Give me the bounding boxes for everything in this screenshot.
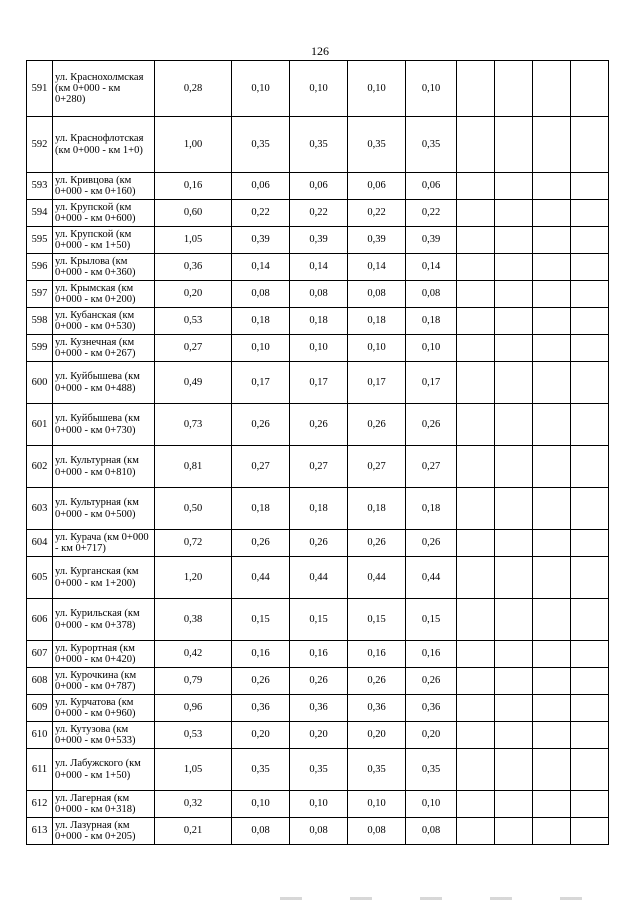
empty-cell [571,668,609,695]
value-cell-4: 0,39 [348,227,406,254]
empty-cell [495,641,533,668]
table-row [27,362,609,404]
value-cell-2: 0,17 [232,362,290,404]
empty-cell [457,362,495,404]
value-cell-2: 0,08 [232,818,290,845]
empty-cell [533,668,571,695]
empty-cell [571,404,609,446]
table-row [27,818,609,845]
empty-cell [457,557,495,599]
value-cell-2: 0,26 [232,530,290,557]
value-cell-3: 0,10 [290,335,348,362]
empty-cell [571,281,609,308]
value-cell-5: 0,06 [406,173,457,200]
road-name: ул. Культурная (км 0+000 - км 0+500) [53,488,155,530]
value-cell-1: 0,50 [155,488,232,530]
empty-cell [495,695,533,722]
value-cell-2: 0,16 [232,641,290,668]
value-cell-3: 0,17 [290,362,348,404]
value-cell-4: 0,08 [348,818,406,845]
empty-cell [571,335,609,362]
road-name: ул. Курильская (км 0+000 - км 0+378) [53,599,155,641]
value-cell-5: 0,44 [406,557,457,599]
value-cell-5: 0,08 [406,281,457,308]
road-name: ул. Куйбышева (км 0+000 - км 0+730) [53,404,155,446]
empty-cell [495,722,533,749]
value-cell-5: 0,39 [406,227,457,254]
empty-cell [571,749,609,791]
value-cell-2: 0,22 [232,200,290,227]
empty-cell [571,173,609,200]
value-cell-1: 0,16 [155,173,232,200]
empty-cell [533,599,571,641]
empty-cell [495,488,533,530]
empty-cell [457,530,495,557]
empty-cell [495,173,533,200]
value-cell-4: 0,27 [348,446,406,488]
value-cell-3: 0,15 [290,599,348,641]
value-cell-3: 0,20 [290,722,348,749]
empty-cell [495,308,533,335]
table-row [27,530,609,557]
empty-cell [571,254,609,281]
page-number: 126 [311,44,329,58]
empty-cell [495,668,533,695]
value-cell-1: 0,81 [155,446,232,488]
value-cell-5: 0,35 [406,117,457,173]
value-cell-3: 0,39 [290,227,348,254]
value-cell-1: 1,05 [155,227,232,254]
empty-cell [571,308,609,335]
row-number: 596 [27,254,53,281]
table-row [27,488,609,530]
value-cell-4: 0,26 [348,530,406,557]
road-name: ул. Курортная (км 0+000 - км 0+420) [53,641,155,668]
value-cell-2: 0,10 [232,335,290,362]
empty-cell [495,362,533,404]
empty-cell [533,722,571,749]
value-cell-4: 0,20 [348,722,406,749]
value-cell-3: 0,18 [290,308,348,335]
empty-cell [533,695,571,722]
value-cell-2: 0,35 [232,117,290,173]
road-name: ул. Крупской (км 0+000 - км 0+600) [53,200,155,227]
value-cell-4: 0,10 [348,335,406,362]
empty-cell [533,488,571,530]
value-cell-1: 0,49 [155,362,232,404]
empty-cell [533,404,571,446]
value-cell-3: 0,36 [290,695,348,722]
table-row [27,254,609,281]
empty-cell [457,641,495,668]
value-cell-5: 0,35 [406,749,457,791]
empty-cell [495,530,533,557]
table-row [27,749,609,791]
row-number: 603 [27,488,53,530]
empty-cell [457,722,495,749]
empty-cell [533,749,571,791]
value-cell-3: 0,44 [290,557,348,599]
value-cell-2: 0,10 [232,61,290,117]
value-cell-5: 0,20 [406,722,457,749]
row-number: 606 [27,599,53,641]
road-name: ул. Кубанская (км 0+000 - км 0+530) [53,308,155,335]
value-cell-1: 0,73 [155,404,232,446]
table-row [27,668,609,695]
empty-cell [495,599,533,641]
table-row [27,117,609,173]
value-cell-2: 0,35 [232,749,290,791]
empty-cell [457,281,495,308]
value-cell-2: 0,39 [232,227,290,254]
table-row [27,61,609,117]
value-cell-3: 0,26 [290,530,348,557]
value-cell-5: 0,27 [406,446,457,488]
value-cell-1: 0,72 [155,530,232,557]
value-cell-4: 0,06 [348,173,406,200]
value-cell-2: 0,18 [232,488,290,530]
empty-cell [495,281,533,308]
road-name: ул. Лабужского (км 0+000 - км 1+50) [53,749,155,791]
road-name: ул. Кутузова (км 0+000 - км 0+533) [53,722,155,749]
value-cell-5: 0,18 [406,308,457,335]
value-cell-3: 0,18 [290,488,348,530]
value-cell-1: 0,42 [155,641,232,668]
roads-table [26,60,609,845]
value-cell-5: 0,26 [406,530,457,557]
value-cell-1: 0,96 [155,695,232,722]
row-number: 593 [27,173,53,200]
value-cell-2: 0,15 [232,599,290,641]
empty-cell [533,227,571,254]
table-row [27,227,609,254]
empty-cell [533,530,571,557]
empty-cell [533,791,571,818]
row-number: 591 [27,61,53,117]
value-cell-4: 0,26 [348,668,406,695]
value-cell-2: 0,08 [232,281,290,308]
table-row [27,695,609,722]
row-number: 611 [27,749,53,791]
empty-cell [571,557,609,599]
row-number: 597 [27,281,53,308]
road-name: ул. Культурная (км 0+000 - км 0+810) [53,446,155,488]
table-row [27,599,609,641]
empty-cell [495,446,533,488]
value-cell-1: 0,21 [155,818,232,845]
value-cell-5: 0,15 [406,599,457,641]
row-number: 592 [27,117,53,173]
road-name: ул. Крылова (км 0+000 - км 0+360) [53,254,155,281]
value-cell-5: 0,16 [406,641,457,668]
road-name: ул. Кузнечная (км 0+000 - км 0+267) [53,335,155,362]
value-cell-1: 0,32 [155,791,232,818]
value-cell-4: 0,17 [348,362,406,404]
value-cell-1: 0,79 [155,668,232,695]
value-cell-4: 0,16 [348,641,406,668]
value-cell-1: 0,38 [155,599,232,641]
table-row [27,446,609,488]
row-number: 601 [27,404,53,446]
row-number: 600 [27,362,53,404]
empty-cell [457,335,495,362]
table-row [27,173,609,200]
empty-cell [457,668,495,695]
value-cell-4: 0,36 [348,695,406,722]
empty-cell [457,308,495,335]
empty-cell [533,641,571,668]
value-cell-1: 0,60 [155,200,232,227]
empty-cell [457,61,495,117]
empty-cell [571,117,609,173]
value-cell-2: 0,14 [232,254,290,281]
empty-cell [495,749,533,791]
empty-cell [571,530,609,557]
empty-cell [495,818,533,845]
empty-cell [495,404,533,446]
table-row [27,335,609,362]
value-cell-4: 0,35 [348,749,406,791]
empty-cell [495,200,533,227]
value-cell-3: 0,27 [290,446,348,488]
value-cell-4: 0,10 [348,791,406,818]
value-cell-5: 0,08 [406,818,457,845]
road-name: ул. Краснохолмская (км 0+000 - км 0+280) [53,61,155,117]
empty-cell [533,446,571,488]
empty-cell [495,117,533,173]
value-cell-2: 0,36 [232,695,290,722]
value-cell-1: 0,53 [155,308,232,335]
row-number: 595 [27,227,53,254]
value-cell-4: 0,22 [348,200,406,227]
row-number: 607 [27,641,53,668]
empty-cell [533,557,571,599]
empty-cell [571,791,609,818]
road-name: ул. Курача (км 0+000 - км 0+717) [53,530,155,557]
empty-cell [571,227,609,254]
table-row [27,791,609,818]
value-cell-3: 0,22 [290,200,348,227]
value-cell-3: 0,08 [290,818,348,845]
empty-cell [457,200,495,227]
empty-cell [533,200,571,227]
empty-cell [457,488,495,530]
empty-cell [571,446,609,488]
value-cell-3: 0,08 [290,281,348,308]
empty-cell [533,254,571,281]
empty-cell [533,281,571,308]
value-cell-2: 0,06 [232,173,290,200]
road-name: ул. Лазурная (км 0+000 - км 0+205) [53,818,155,845]
empty-cell [571,61,609,117]
row-number: 613 [27,818,53,845]
table-row [27,722,609,749]
row-number: 594 [27,200,53,227]
road-name: ул. Лагерная (км 0+000 - км 0+318) [53,791,155,818]
value-cell-3: 0,16 [290,641,348,668]
road-name: ул. Куйбышева (км 0+000 - км 0+488) [53,362,155,404]
value-cell-1: 0,27 [155,335,232,362]
value-cell-3: 0,10 [290,61,348,117]
empty-cell [457,254,495,281]
road-name: ул. Курчатова (км 0+000 - км 0+960) [53,695,155,722]
value-cell-2: 0,18 [232,308,290,335]
empty-cell [571,818,609,845]
empty-cell [571,488,609,530]
value-cell-1: 1,20 [155,557,232,599]
row-number: 605 [27,557,53,599]
value-cell-4: 0,44 [348,557,406,599]
table-row [27,200,609,227]
road-name: ул. Кривцова (км 0+000 - км 0+160) [53,173,155,200]
empty-cell [571,200,609,227]
value-cell-3: 0,35 [290,749,348,791]
value-cell-3: 0,06 [290,173,348,200]
value-cell-1: 0,36 [155,254,232,281]
row-number: 612 [27,791,53,818]
empty-cell [533,61,571,117]
value-cell-2: 0,26 [232,404,290,446]
empty-cell [457,117,495,173]
empty-cell [571,641,609,668]
empty-cell [533,117,571,173]
value-cell-3: 0,35 [290,117,348,173]
empty-cell [533,308,571,335]
row-number: 609 [27,695,53,722]
empty-cell [457,446,495,488]
empty-cell [457,818,495,845]
empty-cell [495,254,533,281]
value-cell-4: 0,10 [348,61,406,117]
value-cell-2: 0,27 [232,446,290,488]
value-cell-1: 0,28 [155,61,232,117]
empty-cell [495,227,533,254]
value-cell-5: 0,18 [406,488,457,530]
value-cell-4: 0,35 [348,117,406,173]
value-cell-2: 0,26 [232,668,290,695]
value-cell-5: 0,17 [406,362,457,404]
value-cell-5: 0,22 [406,200,457,227]
empty-cell [571,722,609,749]
row-number: 599 [27,335,53,362]
empty-cell [495,791,533,818]
value-cell-4: 0,18 [348,308,406,335]
empty-cell [457,749,495,791]
value-cell-1: 1,05 [155,749,232,791]
value-cell-2: 0,10 [232,791,290,818]
road-name: ул. Курганская (км 0+000 - км 1+200) [53,557,155,599]
table-row [27,557,609,599]
empty-cell [495,335,533,362]
empty-cell [533,818,571,845]
table-row [27,281,609,308]
value-cell-4: 0,14 [348,254,406,281]
value-cell-5: 0,10 [406,61,457,117]
value-cell-3: 0,26 [290,404,348,446]
table-row [27,641,609,668]
empty-cell [457,173,495,200]
table-row [27,404,609,446]
row-number: 604 [27,530,53,557]
empty-cell [457,791,495,818]
value-cell-1: 0,53 [155,722,232,749]
road-name: ул. Крупской (км 0+000 - км 1+50) [53,227,155,254]
value-cell-5: 0,10 [406,791,457,818]
value-cell-1: 0,20 [155,281,232,308]
row-number: 602 [27,446,53,488]
row-number: 598 [27,308,53,335]
road-name: ул. Курочкина (км 0+000 - км 0+787) [53,668,155,695]
value-cell-4: 0,15 [348,599,406,641]
value-cell-5: 0,10 [406,335,457,362]
empty-cell [457,695,495,722]
value-cell-2: 0,44 [232,557,290,599]
table-body [27,61,609,845]
empty-cell [571,695,609,722]
value-cell-4: 0,08 [348,281,406,308]
empty-cell [571,599,609,641]
empty-cell [457,227,495,254]
road-name: ул. Краснофлотская (км 0+000 - км 1+0) [53,117,155,173]
value-cell-5: 0,26 [406,668,457,695]
empty-cell [533,362,571,404]
empty-cell [495,61,533,117]
value-cell-5: 0,36 [406,695,457,722]
value-cell-2: 0,20 [232,722,290,749]
value-cell-3: 0,14 [290,254,348,281]
empty-cell [533,335,571,362]
empty-cell [571,362,609,404]
empty-cell [533,173,571,200]
table-row [27,308,609,335]
empty-cell [495,557,533,599]
value-cell-3: 0,26 [290,668,348,695]
row-number: 610 [27,722,53,749]
row-number: 608 [27,668,53,695]
value-cell-4: 0,26 [348,404,406,446]
value-cell-3: 0,10 [290,791,348,818]
value-cell-1: 1,00 [155,117,232,173]
empty-cell [457,599,495,641]
scan-artifact [280,897,610,900]
value-cell-5: 0,14 [406,254,457,281]
road-name: ул. Крымская (км 0+000 - км 0+200) [53,281,155,308]
empty-cell [457,404,495,446]
value-cell-5: 0,26 [406,404,457,446]
value-cell-4: 0,18 [348,488,406,530]
